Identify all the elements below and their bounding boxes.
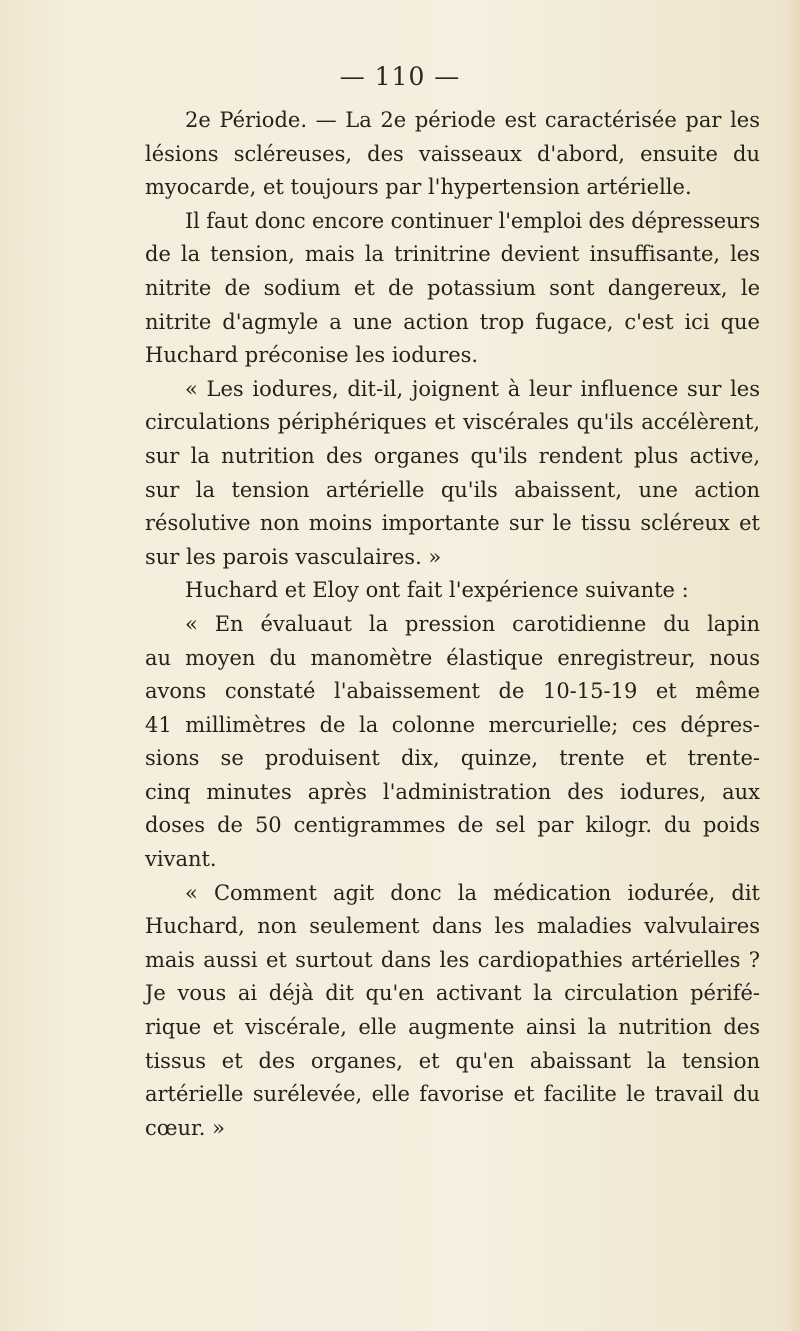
- text-line: Je vous ai déjà dit qu'en activant la circulation périfé-: [145, 981, 760, 1006]
- text-line: rique et viscérale, elle augmente ainsi la nutrition des: [145, 1015, 760, 1040]
- text-line: doses de 50 centigrammes de sel par kilogr. du poids: [145, 813, 760, 838]
- page-number: — 110 —: [339, 62, 461, 91]
- page-edge-shadow: [786, 0, 800, 1331]
- text-line: circulations périphériques et viscérales qu'ils accélèrent,: [145, 410, 760, 435]
- text-line: au moyen du manomètre élastique enregistreur, nous: [145, 645, 760, 670]
- text-line: myocarde, et toujours par l'hypertension artérielle.: [145, 175, 692, 200]
- text-line: « Comment agit donc la médication iodurée, dit: [185, 880, 760, 905]
- text-line: sur la nutrition des organes qu'ils rendent plus active,: [145, 443, 760, 468]
- text-line: « Les iodures, dit-il, joignent à leur influence sur les: [185, 376, 760, 401]
- text-line: lésions scléreuses, des vaisseaux d'abord, ensuite du: [145, 141, 760, 166]
- body-text: [145, 104, 760, 1145]
- text-line: nitrite d'agmyle a une action trop fugace, c'est ici que: [145, 309, 760, 334]
- text-line: tissus et des organes, et qu'en abaissant la tension: [145, 1048, 760, 1073]
- text-line: mais aussi et surtout dans les cardiopathies artérielles ?: [145, 947, 760, 972]
- text-line: sur les parois vasculaires. »: [145, 544, 442, 569]
- text-line: Huchard préconise les iodures.: [145, 343, 479, 368]
- text-line: résolutive non moins importante sur le tissu scléreux et: [145, 511, 760, 536]
- text-line: avons constaté l'abaissement de 10-15-19 et même: [145, 679, 760, 704]
- text-line: Huchard et Eloy ont fait l'expérience suivante :: [185, 578, 689, 603]
- text-line: Huchard, non seulement dans les maladies valvulaires: [145, 914, 760, 939]
- text-line: artérielle surélevée, elle favorise et facilite le travail du: [145, 1082, 760, 1107]
- text-line: 2e Période. — La 2e période est caractérisée par les: [185, 108, 760, 132]
- text-line: sions se produisent dix, quinze, trente et trente-: [145, 746, 760, 771]
- text-line: « En évaluaut la pression carotidienne du lapin: [185, 611, 760, 636]
- text-line: cœur. »: [145, 1115, 225, 1140]
- text-line: 41 millimètres de la colonne mercurielle; ces dépres-: [145, 712, 760, 737]
- text-line: de la tension, mais la trinitrine devient insuffisante, les: [145, 242, 760, 267]
- text-line: Il faut donc encore continuer l'emploi des dépresseurs: [185, 208, 760, 233]
- text-line: cinq minutes après l'administration des iodures, aux: [145, 779, 760, 804]
- text-line: vivant.: [145, 847, 217, 872]
- text-line: sur la tension artérielle qu'ils abaissent, une action: [145, 477, 760, 502]
- text-line: nitrite de sodium et de potassium sont dangereux, le: [145, 275, 760, 300]
